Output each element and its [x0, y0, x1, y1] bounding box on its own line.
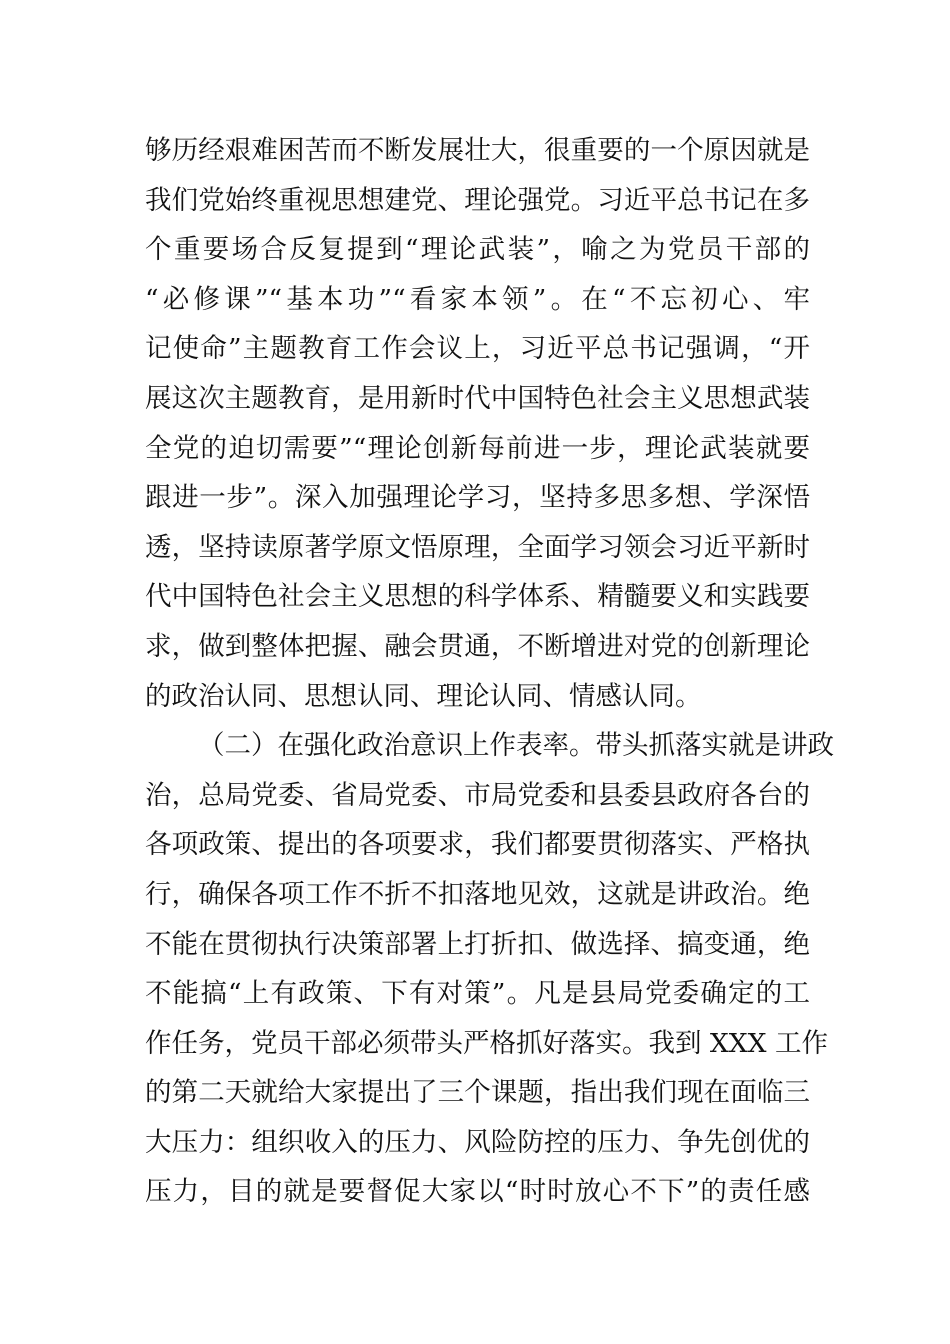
text-line: 不能在贯彻执行决策部署上打折扣、做选择、搞变通，绝 — [145, 928, 810, 960]
text-line: 治，总局党委、省局党委、市局党委和县委县政府各台的 — [145, 779, 810, 811]
text-line: 跟进一步”。深入加强理论学习，坚持多思多想、学深悟 — [145, 482, 810, 514]
text-line: 透，坚持读原著学原文悟原理，全面学习领会习近平新时 — [145, 531, 810, 563]
text-line: 我们党始终重视思想建党、理论强党。习近平总书记在多 — [145, 184, 810, 216]
text-line: 大压力：组织收入的压力、风险防控的压力、争先创优的 — [145, 1126, 810, 1158]
text-line: 求，做到整体把握、融会贯通，不断增进对党的创新理论 — [145, 630, 810, 662]
text-line: 各项政策、提出的各项要求，我们都要贯彻落实、严格执 — [145, 829, 810, 861]
text-line: 代中国特色社会主义思想的科学体系、精髓要义和实践要 — [145, 581, 810, 613]
text-line: 行，确保各项工作不折不扣落地见效，这就是讲政治。绝 — [145, 878, 810, 910]
text-line: 不能搞“上有政策、下有对策”。凡是县局党委确定的工 — [145, 978, 810, 1010]
text-line: 全党的迫切需要”“理论创新每前进一步，理论武装就要 — [145, 432, 810, 464]
text-line: 个重要场合反复提到“理论武装”，喻之为党员干部的 — [145, 234, 810, 266]
text-line: “必修课”“基本功”“看家本领”。在“不忘初心、牢 — [145, 283, 810, 315]
paragraph-2 — [145, 721, 834, 1217]
text-line: （二）在强化政治意识上作表率。带头抓落实就是讲政 — [198, 730, 834, 762]
text-line: 展这次主题教育，是用新时代中国特色社会主义思想武装 — [145, 382, 810, 414]
paragraph-1 — [145, 126, 810, 721]
text-line: 作任务，党员干部必须带头严格抓好落实。我到 XXX 工作 — [145, 1027, 828, 1059]
text-line: 记使命”主题教育工作会议上，习近平总书记强调，“开 — [145, 333, 810, 365]
text-line: 压力，目的就是要督促大家以“时时放心不下”的责任感 — [145, 1176, 810, 1208]
document-body — [145, 126, 834, 1217]
text-line: 够历经艰难困苦而不断发展壮大，很重要的一个原因就是 — [145, 135, 810, 166]
text-line: 的政治认同、思想认同、理论认同、情感认同。 — [145, 680, 702, 712]
text-line: 的第二天就给大家提出了三个课题，指出我们现在面临三 — [145, 1077, 810, 1109]
